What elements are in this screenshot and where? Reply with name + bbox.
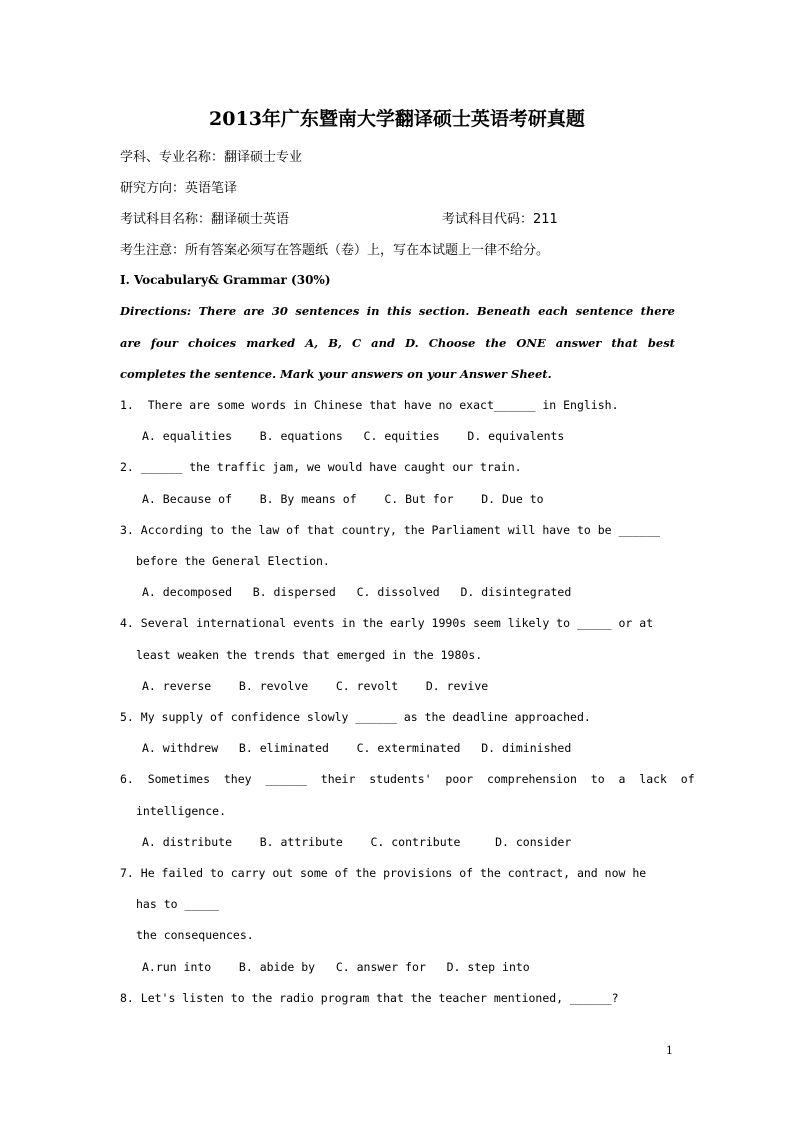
question-options: A. decomposed B. dispersed C. dissolved D. disintegrated [142,585,572,599]
question-options: A. reverse B. revolve C. revolt D. revive [142,679,489,693]
question-options: A. equalities B. equations C. equities D. equivalents [142,429,565,443]
major-line: 学科、专业名称：翻译硕士专业 [120,150,303,165]
directions-line: Directions: There are 30 sentences in this section. Beneath each sentence there [120,304,675,318]
page-title: 2013年广东暨南大学翻译硕士英语考研真题 [209,108,585,130]
question-text: 4. Several international events in the early 1990s seem likely to _____ or at [120,616,654,630]
subject-code-line: 考试科目代码：211 [442,212,558,227]
question-options: A. Because of B. By means of C. But for D. Due to [142,492,544,506]
question-options: A. withdrew B. eliminated C. exterminated D. diminished [142,741,572,755]
question-text: 3. According to the law of that country, the Parliament will have to be ______ [120,523,661,537]
question-text: 5. My supply of confidence slowly ______ as the deadline approached. [120,710,591,724]
page-number: 1 [666,1044,673,1057]
direction-line: 研究方向：英语笔译 [120,181,238,196]
notice-line: 考生注意：所有答案必须写在答题纸（卷）上，写在本试题上一律不给分。 [120,243,550,258]
question-text: 7. He failed to carry out some of the provisions of the contract, and now he [120,866,647,880]
question-text-continuation: the consequences. [136,928,254,942]
question-text-continuation: has to _____ [136,897,220,911]
question-text: 1. There are some words in Chinese that have no exact______ in English. [120,398,619,412]
subject-name-line: 考试科目名称：翻译硕士英语 [120,212,290,227]
directions-line: completes the sentence. Mark your answers on your Answer Sheet. [120,367,552,381]
question-text: 8. Let's listen to the radio program that the teacher mentioned, ______? [120,991,619,1005]
section-heading: I. Vocabulary& Grammar (30%) [120,273,331,287]
question-text-continuation: before the General Election. [136,554,330,568]
directions-line: are four choices marked A, B, C and D. Choose the ONE answer that best [120,336,675,350]
question-text-continuation: least weaken the trends that emerged in the 1980s. [136,648,483,662]
question-options: A.run into B. abide by C. answer for D. step into [142,960,530,974]
question-text: 6. Sometimes they ______ their students' poor comprehension to a lack of [120,772,695,786]
question-text: 2. ______ the traffic jam, we would have caught our train. [120,460,522,474]
question-text-continuation: intelligence. [136,804,227,818]
question-options: A. distribute B. attribute C. contribute D. consider [142,835,572,849]
